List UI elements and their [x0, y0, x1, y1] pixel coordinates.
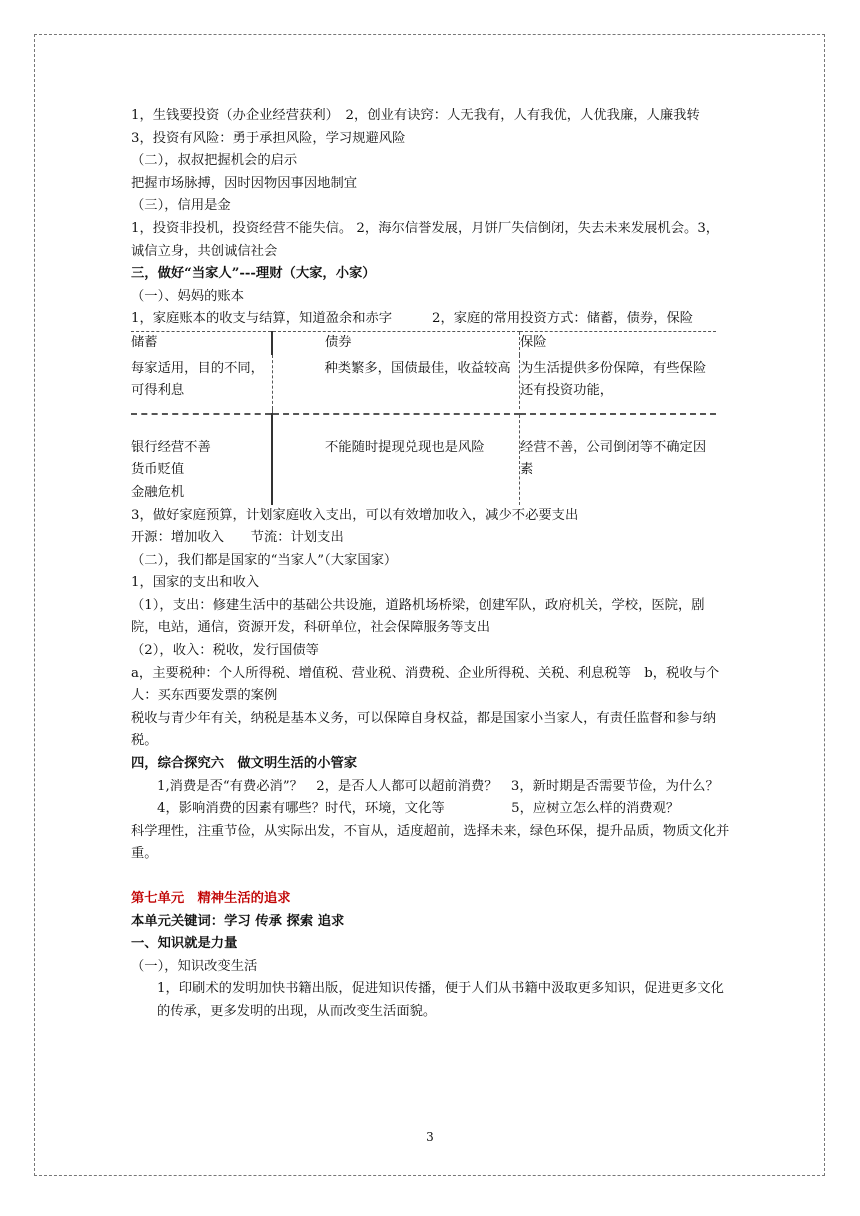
text-line: （1），支出：修建生活中的基础公共设施，道路机场桥梁，创建军队，政府机关，学校，医院，剧院，电站，通信，资源开发，科研单位，社会保障服务等支出 [131, 597, 705, 636]
text-line: a，主要税种：个人所得税、增值税、营业税、消费税、企业所得税、关税、利息税等 b，税收与个人：买东西要发票的案例 [131, 665, 720, 704]
text-line: （三），信用是金 [131, 198, 231, 214]
table-header: 债券 [272, 331, 520, 354]
text-line: 3，做好家庭预算，计划家庭收入支出，可以有效增加收入，减少不必要支出 [131, 507, 579, 523]
table-header: 保险 [520, 331, 717, 354]
text-line: （2），收入：税收，发行国债等 [131, 643, 319, 659]
table-header: 储蓄 [131, 331, 272, 354]
document-body [131, 105, 731, 1024]
table-cell: 不能随时提现兑现也是风险 [272, 414, 520, 505]
text-line: 开源：增加收入 节流：计划支出 [131, 530, 344, 546]
text-line: 3，投资有风险：勇于承担风险，学习规避风险 [131, 130, 406, 146]
text-line: 1，印刷术的发明加快书籍出版，促进知识传播，便于人们从书籍中汲取更多知识，促进更多文化的传承，更多发明的出现，从而改变生活面貌。 [157, 981, 724, 1019]
text-line: 科学理性，注重节俭，从实际出发，不盲从，适度超前，选择未来，绿色环保，提升品质，物质文化并重。 [131, 823, 730, 862]
text-line: 1，家庭账本的收支与结算，知道盈余和赤字 2，家庭的常用投资方式：储蓄，债券，保险 [131, 311, 694, 327]
page-number: 3 [426, 1130, 434, 1144]
section-heading: 四，综合探究六 做文明生活的小管家 [131, 756, 358, 772]
section-heading: 三，做好“当家人”---理财（大家，小家） [131, 266, 376, 282]
table-cell: 银行经营不善 货币贬值 金融危机 [131, 439, 211, 500]
text-line: 1,消费是否“有费必消”？ 2，是否人人都可以超前消费？ 3，新时期是否需要节俭，为什么？ [157, 778, 719, 794]
keywords: 本单元关键词：学习 传承 探索 追求 [131, 913, 345, 929]
table-cell: 为生活提供多份保障，有些保险还有投资功能， [520, 355, 717, 409]
text-line: （二），叔叔把握机会的启示 [131, 153, 298, 169]
text-line: 把握市场脉搏，因时因物因事因地制宜 [131, 175, 358, 191]
table-cell: 种类繁多，国债最佳，收益较高 [272, 355, 520, 409]
text-line: （一），知识改变生活 [131, 958, 258, 974]
text-line: （一）、妈妈的账本 [131, 288, 245, 304]
unit-title: 第七单元 精神生活的追求 [131, 891, 291, 906]
text-line: 1，生钱要投资（办企业经营获利） 2，创业有诀窍：人无我有，人有我优，人优我廉，人廉我转 [131, 108, 700, 123]
text-line: 4，影响消费的因素有哪些？时代，环境，文化等 5，应树立怎么样的消费观？ [157, 801, 680, 817]
table-cell: 每家适用，目的不同，可得利息 [131, 360, 264, 399]
table-cell: 经营不善，公司倒闭等不确定因素 [520, 414, 717, 505]
text-line: 1，投资非投机，投资经营不能失信。 2，海尔信誉发展，月饼厂失信倒闭，失去未来发展机会。3，诚信立身，共创诚信社会 [131, 220, 720, 259]
text-line: 1，国家的支出和收入 [131, 575, 260, 591]
text-line: （二），我们都是国家的“当家人”（大家国家） [131, 552, 398, 568]
text-line: 税收与青少年有关，纳税是基本义务，可以保障自身权益，都是国家小当家人，有责任监督和参与纳税。 [131, 710, 717, 749]
section-heading: 一、知识就是力量 [131, 936, 238, 952]
investment-table [131, 331, 716, 505]
